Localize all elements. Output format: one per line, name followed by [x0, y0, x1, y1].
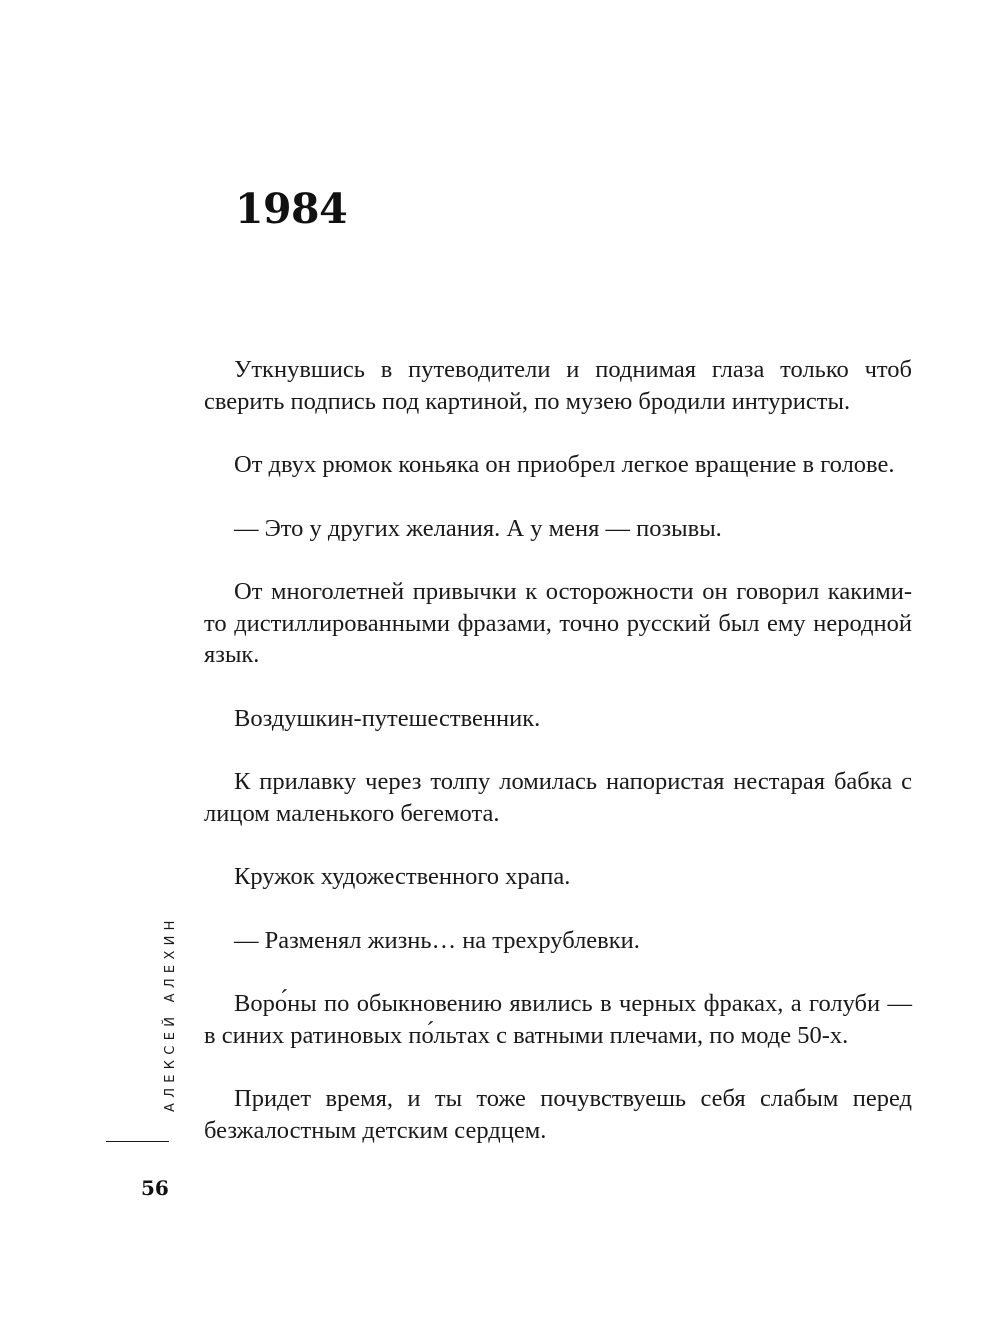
paragraph: Уткнувшись в путеводители и поднимая глаза только чтоб сверить подпись под картиной, по музею бродили интуристы.	[204, 356, 912, 415]
chapter-title: 1984	[235, 185, 348, 233]
paragraph: Воро́ны по обыкновению явились в черных фраках, а голуби — в синих ратиновых по́льтах с ватными плечами, по моде 50-х.	[204, 990, 912, 1049]
paragraph: Воздушкин-путешественник.	[234, 704, 541, 732]
paragraph: К прилавку через толпу ломилась напористая нестарая бабка с лицом маленького бегемота.	[204, 768, 912, 827]
paragraph: — Разменял жизнь… на трехрублевки.	[234, 926, 640, 954]
paragraph: Кружок художественного храпа.	[234, 863, 571, 890]
page-number: 56	[141, 1176, 169, 1200]
paragraph: — Это у других желания. А у меня — позывы.	[234, 514, 722, 542]
paragraph: От двух рюмок коньяка он приобрел легкое вращение в голове.	[234, 451, 895, 478]
paragraph: От многолетней привычки к осторожности он говорил какими-то дистиллированными фразами, точно русский был ему неродной язык.	[204, 578, 912, 668]
footer-rule	[106, 1141, 169, 1142]
running-head-author: АЛЕКСЕЙ АЛЕХИН	[163, 915, 178, 1112]
paragraph: Придет время, и ты тоже почувствуешь себя слабым перед безжалостным детским сердцем.	[204, 1085, 912, 1144]
body-text	[204, 354, 912, 1146]
